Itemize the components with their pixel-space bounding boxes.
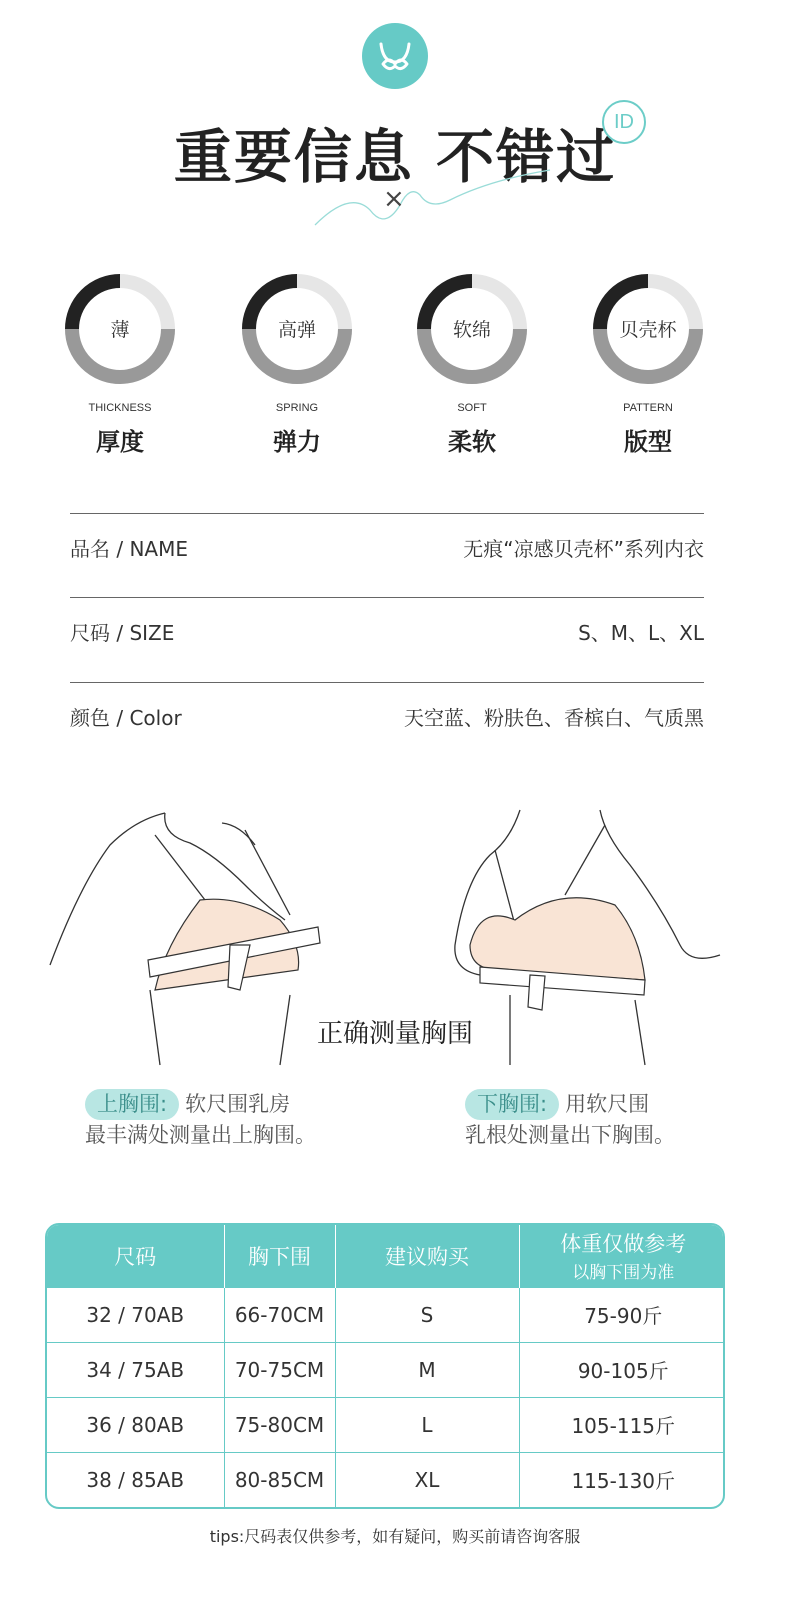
info-row-name <box>70 513 704 571</box>
info-label: 颜色 / Color <box>70 706 182 730</box>
feature-spring <box>232 268 362 457</box>
ring-label: 薄 <box>110 319 130 341</box>
upper-bust-tag: 上胸围: <box>85 1089 179 1120</box>
lower-bust-text-2: 乳根处测量出下胸围。 <box>465 1123 675 1147</box>
table-cell: 36 / 80AB <box>47 1397 224 1452</box>
feature-en-label: THICKNESS <box>88 402 152 414</box>
upper-bust-text: 软尺围乳房 <box>185 1092 291 1116</box>
table-row <box>47 1342 725 1397</box>
table-cell: XL <box>335 1452 519 1507</box>
table-cell: 38 / 85AB <box>47 1452 224 1507</box>
table-cell: 80-85CM <box>224 1452 335 1507</box>
feature-soft <box>407 268 537 457</box>
feature-en-label: SPRING <box>275 402 319 414</box>
info-row-color <box>70 682 704 740</box>
lower-bust-text: 用软尺围 <box>565 1092 650 1116</box>
id-badge: ID <box>602 100 646 144</box>
feature-cn-label: 柔软 <box>448 428 496 456</box>
feature-cn-label: 版型 <box>624 428 672 456</box>
feature-pattern <box>583 268 713 457</box>
table-header-cell: 胸下围 <box>224 1225 335 1287</box>
table-cell: 34 / 75AB <box>47 1342 224 1397</box>
table-cell: 32 / 70AB <box>47 1287 224 1342</box>
brand-logo <box>361 22 429 90</box>
lower-bust-callout <box>465 1089 675 1151</box>
ring-soft-icon <box>411 268 533 390</box>
feature-thickness <box>55 268 185 457</box>
table-header-row <box>47 1225 725 1287</box>
info-value: 天空蓝、粉肤色、香槟白、气质黑 <box>404 706 704 730</box>
table-cell: 115-130斤 <box>519 1452 725 1507</box>
upper-bust-text-2: 最丰满处测量出上胸围。 <box>85 1123 316 1147</box>
table-cell: 90-105斤 <box>519 1342 725 1397</box>
table-cell: S <box>335 1287 519 1342</box>
header-weight: 体重仅做参考 <box>560 1232 687 1257</box>
close-icon: × <box>383 184 405 214</box>
table-cell: 75-90斤 <box>519 1287 725 1342</box>
table-header-cell: 建议购买 <box>335 1225 519 1287</box>
ring-label: 高弹 <box>277 319 317 341</box>
lower-bust-tag: 下胸围: <box>465 1089 559 1120</box>
upper-bust-callout <box>85 1089 316 1151</box>
feature-en-label: SOFT <box>457 402 487 414</box>
ring-label: 贝壳杯 <box>619 319 677 341</box>
info-label: 品名 / NAME <box>70 537 188 561</box>
table-cell: L <box>335 1397 519 1452</box>
table-cell: 105-115斤 <box>519 1397 725 1452</box>
info-value: 无痕“凉感贝壳杯”系列内衣 <box>463 537 704 561</box>
table-header-cell: 尺码 <box>47 1225 224 1287</box>
info-row-size <box>70 597 704 655</box>
table-row <box>47 1287 725 1342</box>
feature-cn-label: 厚度 <box>96 428 144 456</box>
ring-label: 软绵 <box>452 319 492 341</box>
table-cell: 70-75CM <box>224 1342 335 1397</box>
table-row <box>47 1452 725 1507</box>
ring-pattern-icon <box>587 268 709 390</box>
tips-note: tips:尺码表仅供参考，如有疑问，购买前请咨询客服 <box>209 1527 581 1546</box>
swoosh-decoration <box>310 150 690 250</box>
table-cell: 66-70CM <box>224 1287 335 1342</box>
table-cell: 75-80CM <box>224 1397 335 1452</box>
measure-title: 正确测量胸围 <box>316 1019 473 1049</box>
feature-cn-label: 弹力 <box>273 428 321 456</box>
ring-thickness-icon <box>59 268 181 390</box>
info-value: S、M、L、XL <box>578 621 704 645</box>
table-header-cell <box>519 1225 725 1287</box>
info-label: 尺码 / SIZE <box>70 621 175 645</box>
table-row <box>47 1397 725 1452</box>
header-weight-sub: 以胸下围为准 <box>572 1263 675 1284</box>
feature-en-label: PATTERN <box>623 402 673 414</box>
table-cell: M <box>335 1342 519 1397</box>
ring-spring-icon <box>236 268 358 390</box>
size-table <box>45 1223 725 1509</box>
page-title: 重要信息 不错过 <box>173 123 617 191</box>
